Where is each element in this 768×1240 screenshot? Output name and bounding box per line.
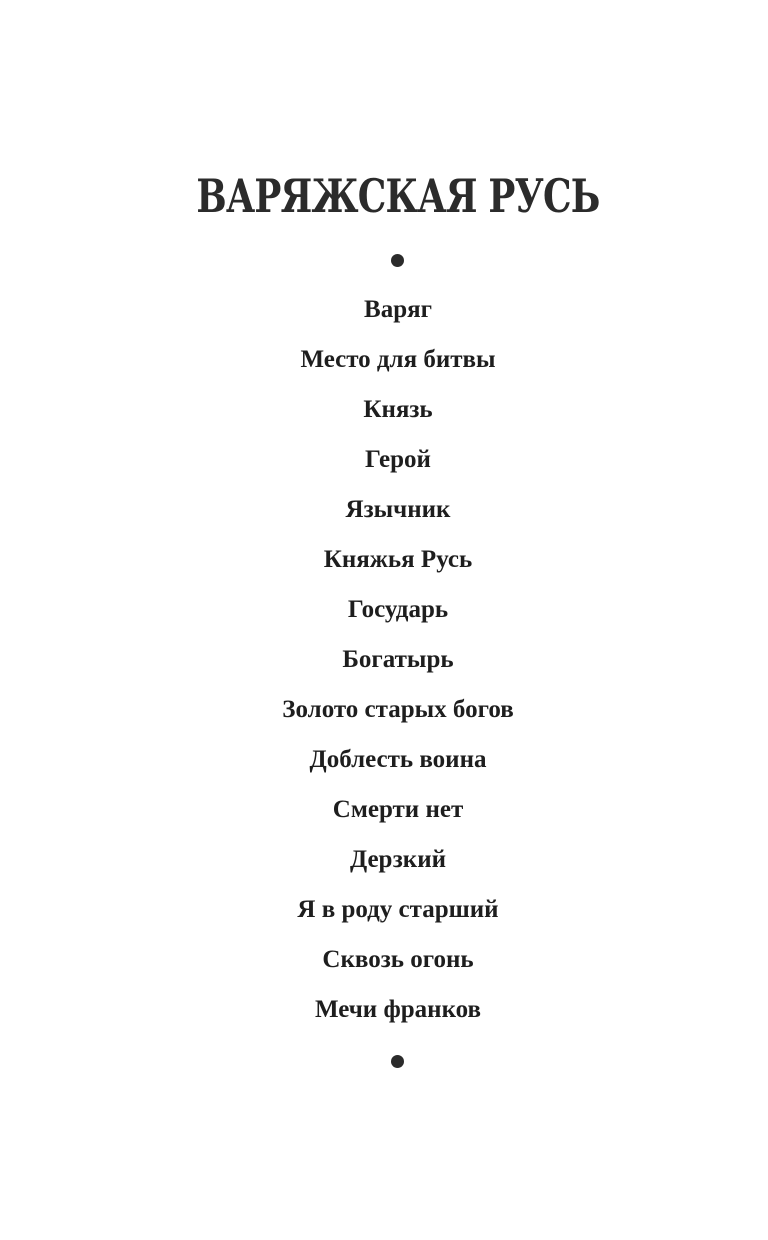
book-title: Дерзкий xyxy=(349,846,447,873)
book-title: Князь xyxy=(363,396,433,423)
book-title: Варяг xyxy=(364,296,432,323)
book-title: Золото старых богов xyxy=(282,696,514,723)
book-list xyxy=(0,285,768,1035)
book-title: Богатырь xyxy=(342,646,454,673)
bullet-ornament-bottom xyxy=(391,1055,404,1068)
book-title: Государь xyxy=(347,596,449,623)
book-title: Сквозь огонь xyxy=(322,946,474,973)
book-title: Мечи франков xyxy=(314,996,482,1023)
book-title: Герой xyxy=(365,446,431,473)
bullet-ornament-top xyxy=(391,254,404,267)
book-title: Доблесть воина xyxy=(309,746,487,773)
book-title: Смерти нет xyxy=(332,796,464,823)
book-title: Я в роду старший xyxy=(297,896,499,923)
series-title: ВАРЯЖСКАЯ РУСЬ xyxy=(196,169,600,223)
book-title: Язычник xyxy=(345,496,451,523)
book-title: Место для битвы xyxy=(300,346,496,373)
book-title: Княжья Русь xyxy=(323,546,473,573)
